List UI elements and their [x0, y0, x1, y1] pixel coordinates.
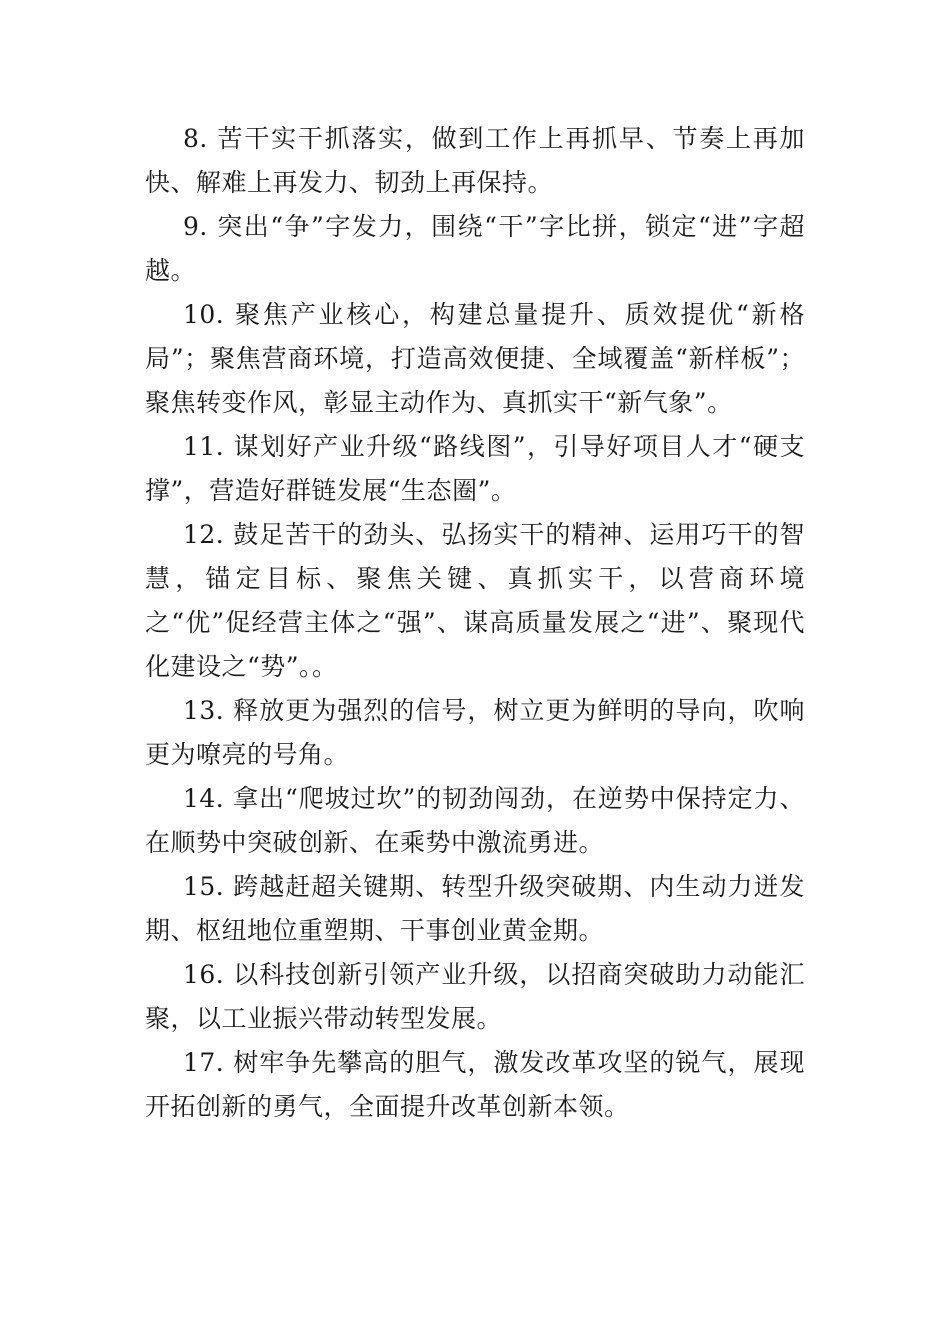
list-item: 11. 谋划好产业升级“路线图”，引导好项目人才“硬支撑”，营造好群链发展“生态圈”。: [145, 432, 805, 505]
list-item: 14. 拿出“爬坡过坎”的韧劲闯劲，在逆势中保持定力、在顺势中突破创新、在乘势中激流勇进。: [145, 784, 805, 857]
list-item: 16. 以科技创新引领产业升级，以招商突破助力动能汇聚，以工业振兴带动转型发展。: [145, 960, 805, 1033]
list-item: 8. 苦干实干抓落实，做到工作上再抓早、节奏上再加快、解难上再发力、韧劲上再保持。: [145, 124, 805, 197]
list-item: 15. 跨越赶超关键期、转型升级突破期、内生动力迸发期、枢纽地位重塑期、干事创业黄金期。: [145, 872, 805, 945]
document-body: [145, 117, 805, 1129]
list-item: 13. 释放更为强烈的信号，树立更为鲜明的导向，吹响更为嘹亮的号角。: [145, 696, 805, 769]
list-item: 12. 鼓足苦干的劲头、弘扬实干的精神、运用巧干的智慧，锚定目标、聚焦关键、真抓实干，以营商环境之“优”促经营主体之“强”、谋高质量发展之“进”、聚现代化建设之“势”。。: [145, 520, 805, 681]
list-item: 9. 突出“争”字发力，围绕“干”字比拼，锁定“进”字超越。: [145, 212, 805, 285]
list-item: 10. 聚焦产业核心，构建总量提升、质效提优“新格局”；聚焦营商环境，打造高效便捷、全域覆盖“新样板”；聚焦转变作风，彰显主动作为、真抓实干“新气象”。: [145, 300, 805, 417]
list-item: 17. 树牢争先攀高的胆气，激发改革攻坚的锐气，展现开拓创新的勇气，全面提升改革创新本领。: [145, 1048, 805, 1121]
